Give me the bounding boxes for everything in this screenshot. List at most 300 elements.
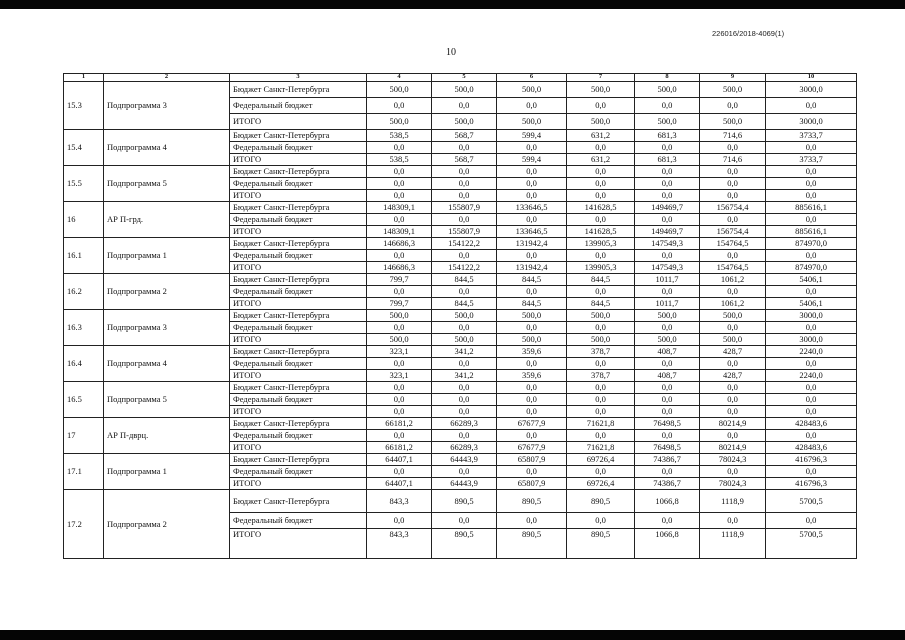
value-cell: 0,0	[635, 322, 700, 334]
value-cell: 148309,1	[367, 226, 432, 238]
value-cell: 0,0	[635, 98, 700, 114]
value-cell: 1118,9	[700, 490, 766, 513]
table-row	[64, 310, 857, 322]
value-cell: 133646,5	[497, 202, 567, 214]
value-cell: 0,0	[432, 466, 497, 478]
value-cell: 428,7	[700, 370, 766, 382]
value-cell: 890,5	[432, 529, 497, 559]
funding-source-cell: Федеральный бюджет	[230, 466, 367, 478]
value-cell: 0,0	[367, 142, 432, 154]
value-cell: 0,0	[367, 406, 432, 418]
value-cell: 149469,7	[635, 202, 700, 214]
value-cell: 67677,9	[497, 418, 567, 430]
value-cell: 843,3	[367, 529, 432, 559]
value-cell: 0,0	[567, 214, 635, 226]
item-name-cell: Подпрограмма 5	[104, 166, 230, 202]
value-cell: 76498,5	[635, 418, 700, 430]
value-cell: 0,0	[497, 178, 567, 190]
header-cell: 7	[567, 74, 635, 82]
value-cell: 0,0	[432, 358, 497, 370]
item-number-cell: 16.2	[64, 274, 104, 310]
value-cell: 0,0	[497, 250, 567, 262]
value-cell: 0,0	[432, 382, 497, 394]
value-cell: 874970,0	[766, 238, 857, 250]
value-cell: 500,0	[635, 334, 700, 346]
value-cell: 0,0	[367, 166, 432, 178]
value-cell: 323,1	[367, 370, 432, 382]
value-cell: 78024,3	[700, 478, 766, 490]
value-cell: 66289,3	[432, 442, 497, 454]
value-cell: 1011,7	[635, 298, 700, 310]
value-cell: 0,0	[766, 382, 857, 394]
value-cell: 0,0	[700, 382, 766, 394]
header-cell: 6	[497, 74, 567, 82]
value-cell: 0,0	[766, 513, 857, 529]
value-cell: 69726,4	[567, 454, 635, 466]
item-name-cell: Подпрограмма 1	[104, 238, 230, 274]
value-cell: 64443,9	[432, 454, 497, 466]
value-cell: 0,0	[700, 142, 766, 154]
value-cell: 844,5	[567, 274, 635, 286]
value-cell: 0,0	[567, 190, 635, 202]
value-cell: 714,6	[700, 130, 766, 142]
value-cell: 0,0	[567, 358, 635, 370]
value-cell: 500,0	[432, 82, 497, 98]
value-cell: 538,5	[367, 130, 432, 142]
value-cell: 0,0	[635, 166, 700, 178]
value-cell: 1061,2	[700, 298, 766, 310]
value-cell: 0,0	[766, 358, 857, 370]
value-cell: 66289,3	[432, 418, 497, 430]
value-cell: 890,5	[432, 490, 497, 513]
value-cell: 500,0	[700, 114, 766, 130]
value-cell: 0,0	[567, 98, 635, 114]
funding-source-cell: ИТОГО	[230, 529, 367, 559]
item-name-cell: Подпрограмма 2	[104, 490, 230, 559]
table-row	[64, 490, 857, 513]
value-cell: 0,0	[567, 382, 635, 394]
funding-source-cell: ИТОГО	[230, 114, 367, 130]
scan-bottom-border	[0, 630, 905, 640]
funding-source-cell: ИТОГО	[230, 154, 367, 166]
funding-source-cell: Федеральный бюджет	[230, 430, 367, 442]
value-cell: 885616,1	[766, 202, 857, 214]
value-cell: 0,0	[766, 430, 857, 442]
item-name-cell: АР П-грд.	[104, 202, 230, 238]
value-cell: 890,5	[497, 490, 567, 513]
value-cell: 67677,9	[497, 442, 567, 454]
value-cell: 0,0	[766, 322, 857, 334]
funding-source-cell: ИТОГО	[230, 226, 367, 238]
header-cell: 3	[230, 74, 367, 82]
item-name-cell: Подпрограмма 3	[104, 82, 230, 130]
value-cell: 0,0	[766, 394, 857, 406]
value-cell: 155807,9	[432, 226, 497, 238]
value-cell: 3733,7	[766, 130, 857, 142]
value-cell: 0,0	[700, 394, 766, 406]
page-number: 10	[446, 47, 456, 58]
header-cell: 1	[64, 74, 104, 82]
value-cell: 0,0	[766, 142, 857, 154]
value-cell: 416796,3	[766, 478, 857, 490]
table-row	[64, 382, 857, 394]
item-name-cell: Подпрограмма 5	[104, 382, 230, 418]
value-cell: 568,7	[432, 130, 497, 142]
value-cell: 0,0	[700, 466, 766, 478]
value-cell: 799,7	[367, 274, 432, 286]
value-cell: 0,0	[700, 358, 766, 370]
value-cell: 154122,2	[432, 238, 497, 250]
table-row	[64, 418, 857, 430]
item-name-cell: Подпрограмма 1	[104, 454, 230, 490]
value-cell: 341,2	[432, 346, 497, 358]
value-cell: 500,0	[497, 82, 567, 98]
value-cell: 71621,8	[567, 418, 635, 430]
funding-source-cell: Федеральный бюджет	[230, 286, 367, 298]
value-cell: 0,0	[432, 250, 497, 262]
value-cell: 500,0	[367, 82, 432, 98]
value-cell: 323,1	[367, 346, 432, 358]
value-cell: 500,0	[567, 82, 635, 98]
value-cell: 500,0	[367, 310, 432, 322]
value-cell: 538,5	[367, 154, 432, 166]
value-cell: 0,0	[635, 406, 700, 418]
table-row	[64, 202, 857, 214]
value-cell: 408,7	[635, 346, 700, 358]
value-cell: 500,0	[497, 310, 567, 322]
value-cell: 149469,7	[635, 226, 700, 238]
value-cell: 359,6	[497, 346, 567, 358]
value-cell: 5700,5	[766, 490, 857, 513]
value-cell: 156754,4	[700, 202, 766, 214]
value-cell: 64407,1	[367, 454, 432, 466]
item-name-cell: Подпрограмма 4	[104, 130, 230, 166]
header-cell: 9	[700, 74, 766, 82]
value-cell: 0,0	[497, 394, 567, 406]
funding-source-cell: Федеральный бюджет	[230, 394, 367, 406]
value-cell: 0,0	[497, 358, 567, 370]
value-cell: 155807,9	[432, 202, 497, 214]
value-cell: 1118,9	[700, 529, 766, 559]
funding-source-cell: Федеральный бюджет	[230, 358, 367, 370]
value-cell: 131942,4	[497, 238, 567, 250]
value-cell: 0,0	[766, 98, 857, 114]
value-cell: 0,0	[700, 250, 766, 262]
value-cell: 5406,1	[766, 274, 857, 286]
value-cell: 71621,8	[567, 442, 635, 454]
value-cell: 0,0	[635, 190, 700, 202]
value-cell: 0,0	[497, 142, 567, 154]
item-number-cell: 15.3	[64, 82, 104, 130]
item-name-cell: АР П-дврц.	[104, 418, 230, 454]
value-cell: 631,2	[567, 154, 635, 166]
value-cell: 568,7	[432, 154, 497, 166]
value-cell: 844,5	[497, 298, 567, 310]
value-cell: 890,5	[567, 529, 635, 559]
value-cell: 500,0	[567, 114, 635, 130]
funding-source-cell: Бюджет Санкт-Петербурга	[230, 82, 367, 98]
funding-source-cell: Бюджет Санкт-Петербурга	[230, 454, 367, 466]
value-cell: 0,0	[432, 214, 497, 226]
item-number-cell: 17.1	[64, 454, 104, 490]
value-cell: 148309,1	[367, 202, 432, 214]
value-cell: 408,7	[635, 370, 700, 382]
value-cell: 500,0	[432, 114, 497, 130]
value-cell: 0,0	[367, 358, 432, 370]
value-cell: 80214,9	[700, 418, 766, 430]
item-number-cell: 15.4	[64, 130, 104, 166]
value-cell: 5406,1	[766, 298, 857, 310]
value-cell: 500,0	[567, 310, 635, 322]
item-number-cell: 16.5	[64, 382, 104, 418]
funding-source-cell: Федеральный бюджет	[230, 142, 367, 154]
value-cell: 0,0	[635, 286, 700, 298]
value-cell: 0,0	[766, 178, 857, 190]
value-cell: 500,0	[635, 114, 700, 130]
value-cell: 141628,5	[567, 226, 635, 238]
value-cell: 0,0	[700, 190, 766, 202]
value-cell: 3000,0	[766, 310, 857, 322]
value-cell: 0,0	[567, 513, 635, 529]
value-cell: 154122,2	[432, 262, 497, 274]
value-cell: 0,0	[432, 98, 497, 114]
scan-top-border	[0, 0, 905, 9]
value-cell: 3000,0	[766, 82, 857, 98]
item-number-cell: 15.5	[64, 166, 104, 202]
table-row	[64, 346, 857, 358]
value-cell: 843,3	[367, 490, 432, 513]
funding-source-cell: Бюджет Санкт-Петербурга	[230, 310, 367, 322]
value-cell: 0,0	[497, 382, 567, 394]
value-cell: 599,4	[497, 154, 567, 166]
value-cell: 500,0	[432, 310, 497, 322]
header-cell: 8	[635, 74, 700, 82]
value-cell: 0,0	[367, 250, 432, 262]
value-cell: 139905,3	[567, 262, 635, 274]
funding-source-cell: ИТОГО	[230, 298, 367, 310]
funding-source-cell: Бюджет Санкт-Петербурга	[230, 382, 367, 394]
value-cell: 0,0	[367, 382, 432, 394]
value-cell: 0,0	[700, 406, 766, 418]
item-number-cell: 17	[64, 418, 104, 454]
value-cell: 0,0	[766, 190, 857, 202]
item-name-cell: Подпрограмма 2	[104, 274, 230, 310]
value-cell: 0,0	[567, 286, 635, 298]
value-cell: 631,2	[567, 130, 635, 142]
value-cell: 154764,5	[700, 262, 766, 274]
value-cell: 0,0	[432, 394, 497, 406]
value-cell: 1066,8	[635, 529, 700, 559]
value-cell: 0,0	[497, 190, 567, 202]
value-cell: 0,0	[766, 406, 857, 418]
value-cell: 0,0	[700, 513, 766, 529]
funding-source-cell: ИТОГО	[230, 262, 367, 274]
header-cell: 2	[104, 74, 230, 82]
funding-source-cell: ИТОГО	[230, 478, 367, 490]
value-cell: 500,0	[497, 114, 567, 130]
funding-source-cell: ИТОГО	[230, 334, 367, 346]
value-cell: 0,0	[432, 322, 497, 334]
table-row	[64, 82, 857, 98]
value-cell: 0,0	[700, 286, 766, 298]
budget-table	[63, 73, 857, 559]
value-cell: 844,5	[432, 298, 497, 310]
value-cell: 2240,0	[766, 370, 857, 382]
funding-source-cell: Бюджет Санкт-Петербурга	[230, 274, 367, 286]
table-body	[64, 82, 857, 559]
value-cell: 500,0	[700, 82, 766, 98]
value-cell: 0,0	[497, 466, 567, 478]
value-cell: 844,5	[497, 274, 567, 286]
value-cell: 500,0	[700, 310, 766, 322]
value-cell: 0,0	[635, 466, 700, 478]
value-cell: 0,0	[766, 166, 857, 178]
value-cell: 0,0	[432, 406, 497, 418]
value-cell: 5700,5	[766, 529, 857, 559]
funding-source-cell: Бюджет Санкт-Петербурга	[230, 166, 367, 178]
item-number-cell: 17.2	[64, 490, 104, 559]
item-name-cell: Подпрограмма 4	[104, 346, 230, 382]
value-cell: 78024,3	[700, 454, 766, 466]
value-cell: 0,0	[635, 142, 700, 154]
value-cell: 0,0	[635, 382, 700, 394]
value-cell: 0,0	[567, 430, 635, 442]
value-cell: 341,2	[432, 370, 497, 382]
value-cell: 500,0	[432, 334, 497, 346]
value-cell: 147549,3	[635, 238, 700, 250]
value-cell: 0,0	[700, 322, 766, 334]
value-cell: 146686,3	[367, 238, 432, 250]
value-cell: 0,0	[635, 394, 700, 406]
value-cell: 0,0	[497, 430, 567, 442]
value-cell: 0,0	[635, 513, 700, 529]
value-cell: 0,0	[367, 190, 432, 202]
value-cell: 147549,3	[635, 262, 700, 274]
value-cell: 1061,2	[700, 274, 766, 286]
value-cell: 3733,7	[766, 154, 857, 166]
value-cell: 0,0	[635, 178, 700, 190]
value-cell: 0,0	[567, 394, 635, 406]
value-cell: 0,0	[432, 513, 497, 529]
value-cell: 500,0	[635, 82, 700, 98]
value-cell: 500,0	[497, 334, 567, 346]
value-cell: 0,0	[367, 322, 432, 334]
value-cell: 0,0	[367, 286, 432, 298]
table-header-row	[64, 74, 857, 82]
value-cell: 66181,2	[367, 442, 432, 454]
funding-source-cell: ИТОГО	[230, 370, 367, 382]
value-cell: 66181,2	[367, 418, 432, 430]
value-cell: 146686,3	[367, 262, 432, 274]
funding-source-cell: Бюджет Санкт-Петербурга	[230, 202, 367, 214]
value-cell: 428483,6	[766, 418, 857, 430]
value-cell: 0,0	[497, 214, 567, 226]
value-cell: 74386,7	[635, 454, 700, 466]
value-cell: 0,0	[432, 178, 497, 190]
value-cell: 0,0	[497, 98, 567, 114]
value-cell: 0,0	[432, 166, 497, 178]
funding-source-cell: ИТОГО	[230, 190, 367, 202]
value-cell: 0,0	[700, 98, 766, 114]
funding-source-cell: Бюджет Санкт-Петербурга	[230, 130, 367, 142]
value-cell: 64443,9	[432, 478, 497, 490]
value-cell: 0,0	[567, 142, 635, 154]
value-cell: 0,0	[497, 406, 567, 418]
value-cell: 0,0	[700, 214, 766, 226]
value-cell: 0,0	[367, 98, 432, 114]
value-cell: 0,0	[367, 214, 432, 226]
value-cell: 500,0	[567, 334, 635, 346]
funding-source-cell: Федеральный бюджет	[230, 322, 367, 334]
value-cell: 64407,1	[367, 478, 432, 490]
value-cell: 0,0	[432, 142, 497, 154]
value-cell: 599,4	[497, 130, 567, 142]
value-cell: 0,0	[367, 513, 432, 529]
value-cell: 844,5	[432, 274, 497, 286]
value-cell: 0,0	[766, 286, 857, 298]
value-cell: 0,0	[635, 430, 700, 442]
value-cell: 0,0	[567, 322, 635, 334]
funding-source-cell: ИТОГО	[230, 406, 367, 418]
value-cell: 0,0	[766, 466, 857, 478]
value-cell: 141628,5	[567, 202, 635, 214]
value-cell: 844,5	[567, 298, 635, 310]
value-cell: 0,0	[766, 250, 857, 262]
value-cell: 0,0	[635, 358, 700, 370]
header-cell: 10	[766, 74, 857, 82]
value-cell: 0,0	[567, 178, 635, 190]
value-cell: 0,0	[700, 166, 766, 178]
table-row	[64, 130, 857, 142]
funding-source-cell: Федеральный бюджет	[230, 250, 367, 262]
value-cell: 0,0	[766, 214, 857, 226]
value-cell: 500,0	[367, 334, 432, 346]
value-cell: 0,0	[635, 214, 700, 226]
header-cell: 4	[367, 74, 432, 82]
value-cell: 416796,3	[766, 454, 857, 466]
funding-source-cell: Федеральный бюджет	[230, 513, 367, 529]
value-cell: 76498,5	[635, 442, 700, 454]
funding-source-cell: Бюджет Санкт-Петербурга	[230, 346, 367, 358]
item-name-cell: Подпрограмма 3	[104, 310, 230, 346]
value-cell: 0,0	[635, 250, 700, 262]
item-number-cell: 16.1	[64, 238, 104, 274]
value-cell: 139905,3	[567, 238, 635, 250]
value-cell: 0,0	[497, 513, 567, 529]
item-number-cell: 16.3	[64, 310, 104, 346]
value-cell: 0,0	[432, 430, 497, 442]
value-cell: 428,7	[700, 346, 766, 358]
funding-source-cell: Бюджет Санкт-Петербурга	[230, 418, 367, 430]
value-cell: 890,5	[497, 529, 567, 559]
value-cell: 0,0	[367, 178, 432, 190]
value-cell: 0,0	[497, 322, 567, 334]
value-cell: 3000,0	[766, 334, 857, 346]
value-cell: 874970,0	[766, 262, 857, 274]
value-cell: 80214,9	[700, 442, 766, 454]
value-cell: 74386,7	[635, 478, 700, 490]
funding-source-cell: Бюджет Санкт-Петербурга	[230, 490, 367, 513]
table-row	[64, 274, 857, 286]
value-cell: 2240,0	[766, 346, 857, 358]
value-cell: 154764,5	[700, 238, 766, 250]
value-cell: 885616,1	[766, 226, 857, 238]
value-cell: 0,0	[567, 166, 635, 178]
value-cell: 0,0	[700, 178, 766, 190]
value-cell: 133646,5	[497, 226, 567, 238]
item-number-cell: 16.4	[64, 346, 104, 382]
table-row	[64, 238, 857, 250]
